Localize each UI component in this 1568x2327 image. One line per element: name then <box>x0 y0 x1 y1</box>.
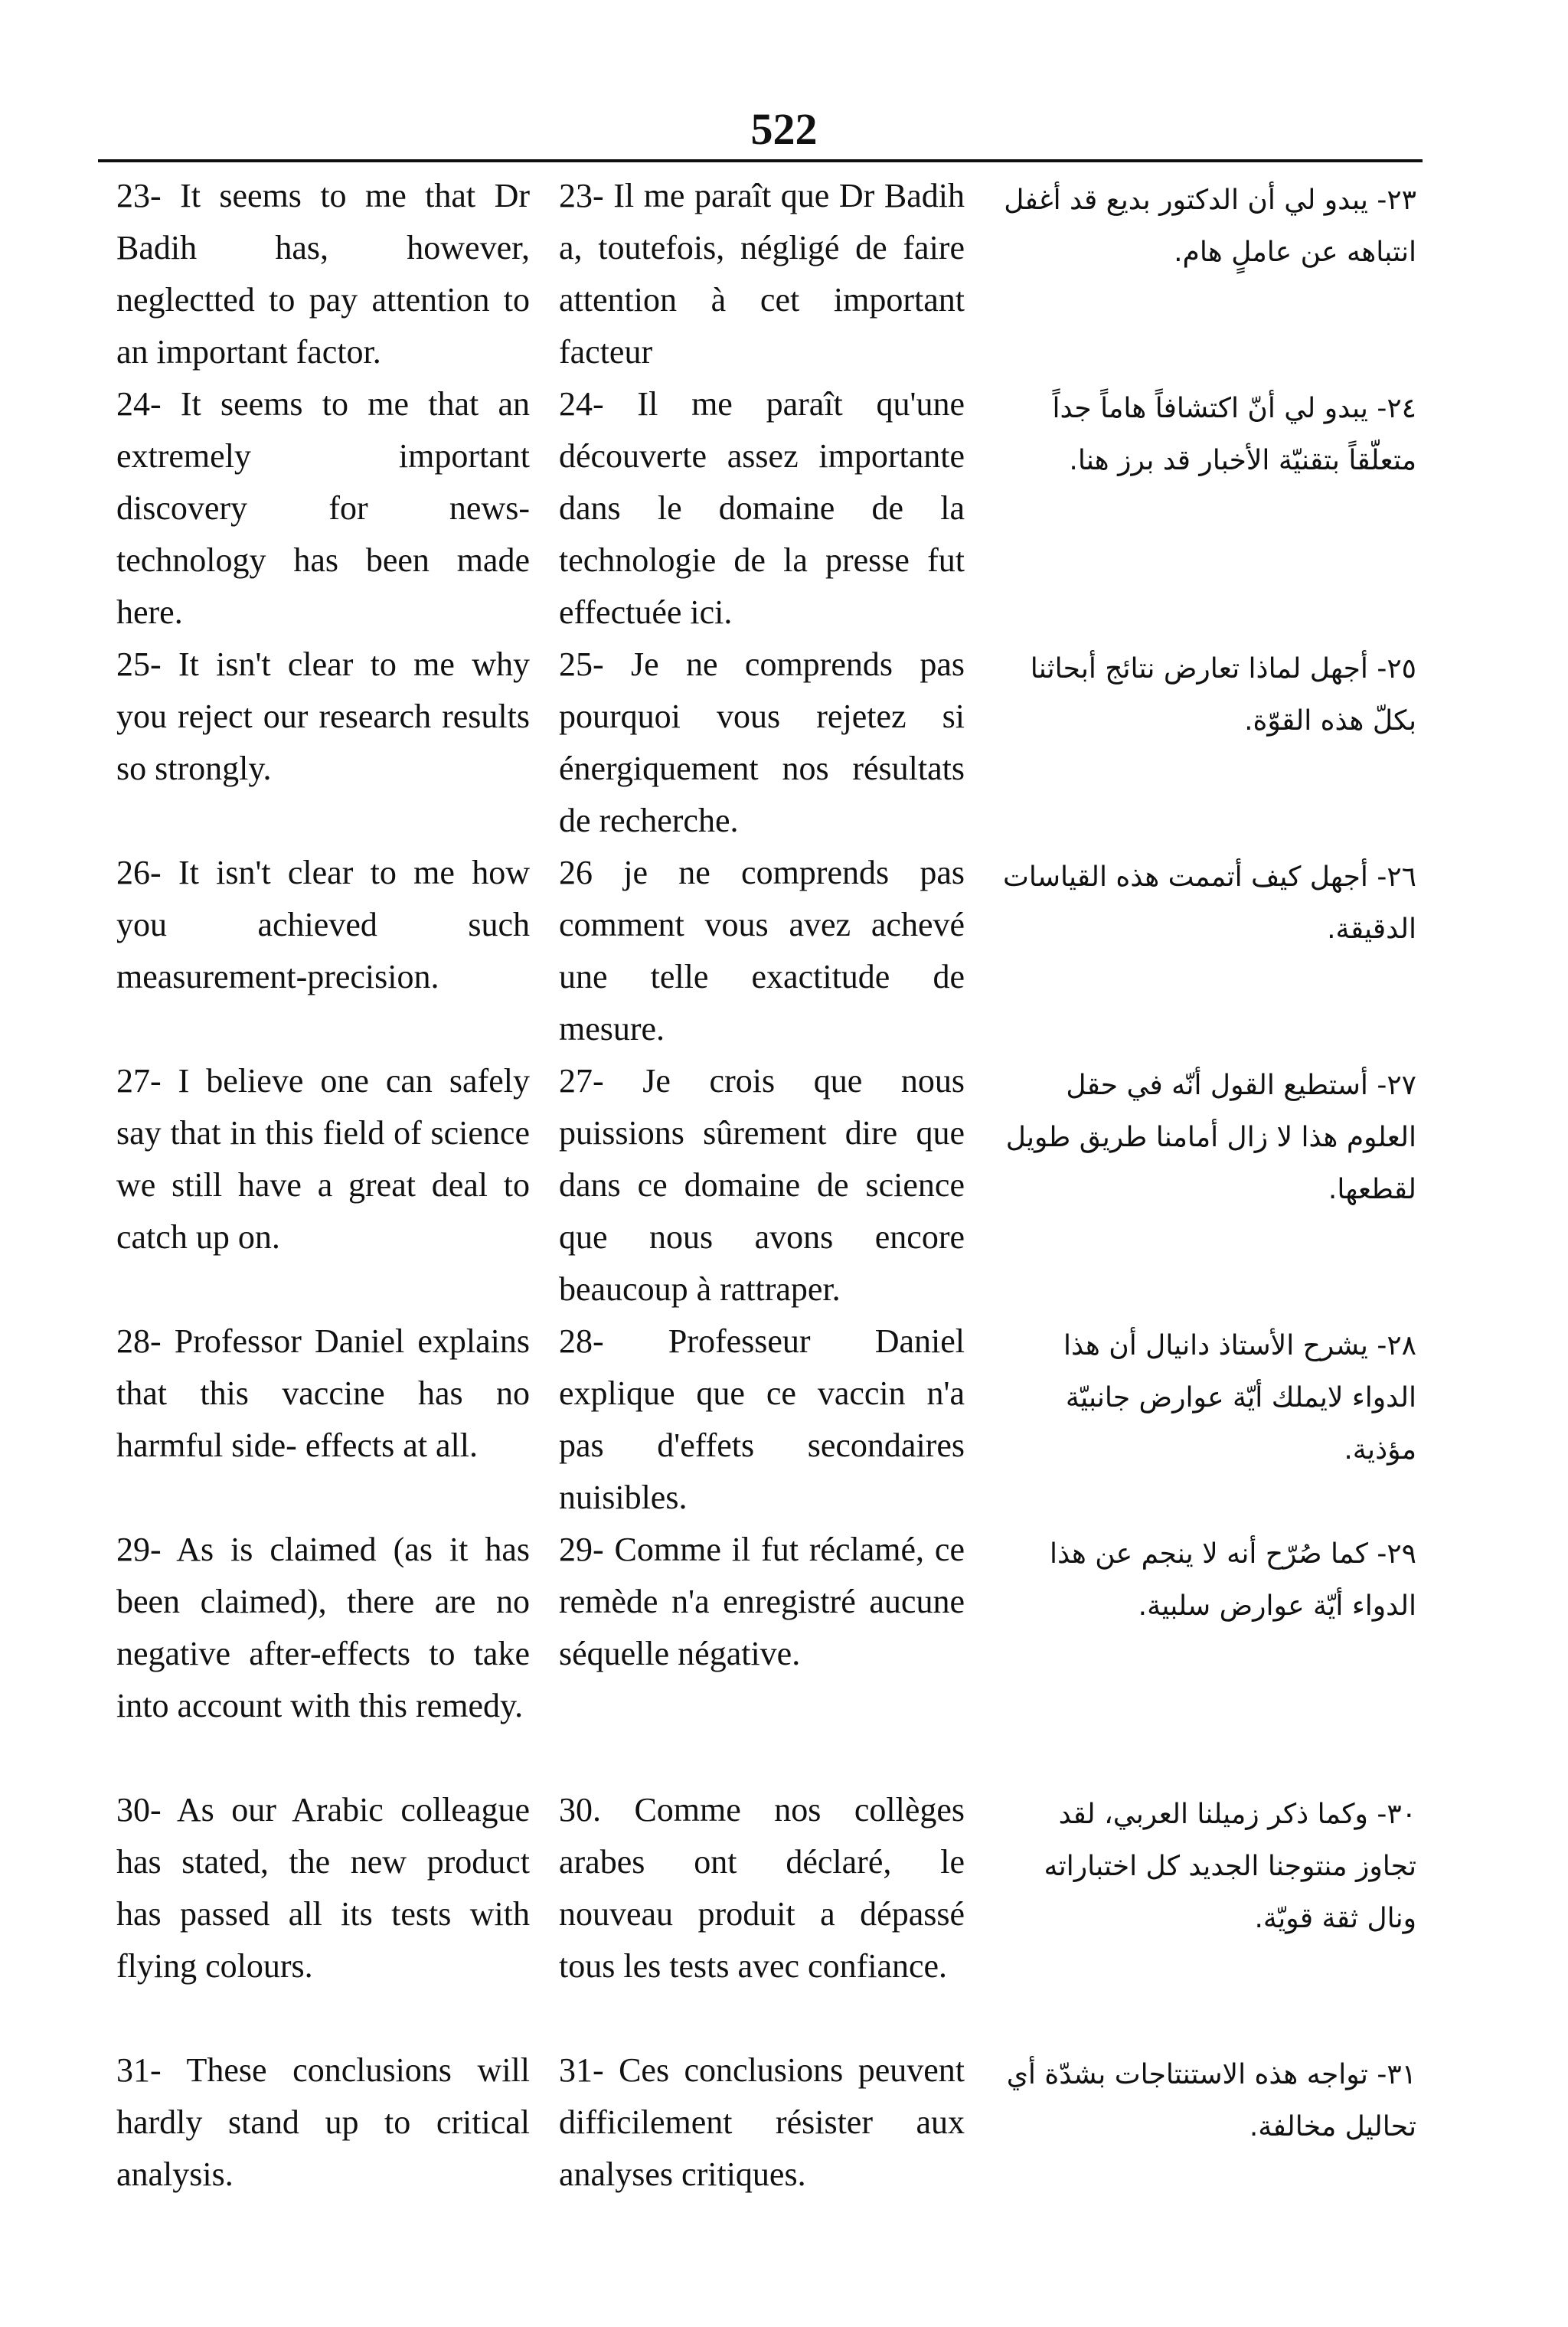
entry-arabic: ٢٧- أستطيع القول أنّه في حقل العلوم هذا لا زال أمامنا طريق طويل لقطعها. <box>1005 1070 1416 1205</box>
entry-arabic: ٢٤- يبدو لي أنّ اكتشافاً هاماً جداً متعلّقاً بتقنيّة الأخبار قد برز هنا. <box>1052 393 1416 476</box>
header-rule <box>98 159 1423 162</box>
entry-english: 30- As our Arabic colleague has stated, the new product has passed all its tests with flying colours. <box>116 1791 530 1985</box>
entry-25 <box>0 639 1568 847</box>
entry-arabic: ٢٦- أجهل كيف أتممت هذه القياسات الدقيقة. <box>1002 861 1416 945</box>
entry-french: 30. Comme nos collèges arabes ont déclaré, le nouveau produit a dépassé tous les tests avec confiance. <box>559 1791 965 1985</box>
entry-arabic: ٢٩- كما صُرّح أنه لا ينجم عن هذا الدواء أيّة عوارض سلبية. <box>1049 1538 1416 1622</box>
entry-english: 26- It isn't clear to me how you achieved such measurement-precision. <box>116 854 530 995</box>
entry-arabic: ٣١- تواجه هذه الاستنتاجات بشدّة أي تحاليل مخالفة. <box>1006 2059 1416 2142</box>
entry-english: 31- These conclusions will hardly stand up to critical analysis. <box>116 2051 530 2193</box>
entry-30 <box>0 1784 1568 2044</box>
entries-list <box>0 170 1568 2253</box>
entry-arabic: ٢٥- أجهل لماذا تعارض نتائج أبحاثنا بكلّ هذه القوّة. <box>1030 653 1416 737</box>
entry-english: 29- As is claimed (as it has been claimed), there are no negative after-effects to take into account with this remedy. <box>116 1531 530 1724</box>
entry-arabic: ٣٠- وكما ذكر زميلنا العربي، لقد تجاوز منتوجنا الجديد كل اختباراته ونال ثقة قويّة. <box>1044 1799 1416 1934</box>
entry-french: 31- Ces conclusions peuvent difficilement résister aux analyses critiques. <box>559 2051 965 2193</box>
entry-24 <box>0 378 1568 639</box>
entry-arabic: ٢٣- يبدو لي أن الدكتور بديع قد أغفل انتباهه عن عاملٍ هام. <box>1004 185 1416 268</box>
entry-29 <box>0 1524 1568 1784</box>
entry-french: 27- Je crois que nous puissions sûrement dire que dans ce domaine de science que nous avons encore beaucoup à rattraper. <box>559 1062 965 1308</box>
entry-english: 25- It isn't clear to me why you reject our research results so strongly. <box>116 645 530 787</box>
entry-english: 28- Professor Daniel explains that this vaccine has no harmful side- effects at all. <box>116 1322 530 1464</box>
entry-23 <box>0 170 1568 378</box>
entry-french: 26 je ne comprends pas comment vous avez achevé une telle exactitude de mesure. <box>559 854 965 1047</box>
entry-english: 27- I believe one can safely say that in this field of science we still have a great deal to catch up on. <box>116 1062 530 1256</box>
entry-english: 23- It seems to me that Dr Badih has, however, neglectted to pay attention to an important factor. <box>116 177 530 371</box>
entry-26 <box>0 847 1568 1055</box>
entry-english: 24- It seems to me that an extremely important discovery for news-technology has been made here. <box>116 385 530 631</box>
entry-french: 29- Comme il fut réclamé, ce remède n'a enregistré aucune séquelle négative. <box>559 1531 965 1672</box>
entry-31 <box>0 2044 1568 2253</box>
entry-french: 28- Professeur Daniel explique que ce vaccin n'a pas d'effets secondaires nuisibles. <box>559 1322 965 1516</box>
entry-arabic: ٢٨- يشرح الأستاذ دانيال أن هذا الدواء لايملك أيّة عوارض جانبيّة مؤذية. <box>1063 1330 1416 1466</box>
entry-french: 24- Il me paraît qu'une découverte assez importante dans le domaine de la technologie de la presse fut effectuée ici. <box>559 385 965 631</box>
entry-french: 23- Il me paraît que Dr Badih a, toutefois, négligé de faire attention à cet important facteur <box>559 177 965 371</box>
entry-27 <box>0 1055 1568 1315</box>
entry-french: 25- Je ne comprends pas pourquoi vous rejetez si énergiquement nos résultats de recherche. <box>559 645 965 839</box>
entry-28 <box>0 1315 1568 1524</box>
page-number: 522 <box>750 104 818 154</box>
